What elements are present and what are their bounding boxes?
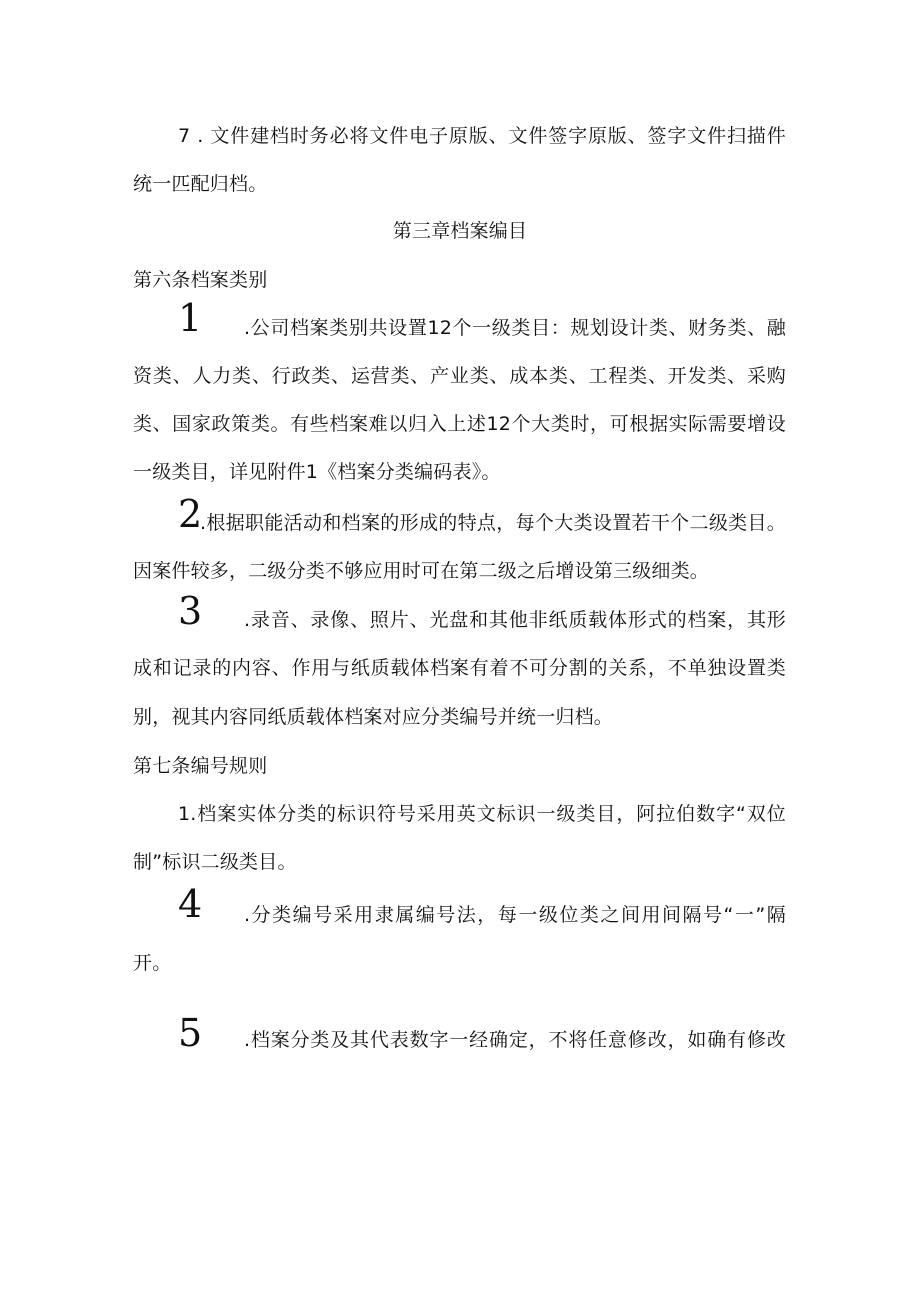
a6p3-line3: 别，视其内容同纸质载体档案对应分类编号并统一归档。 [133,706,614,728]
article6-title: 第六条档案类别 [133,269,268,291]
a7p4-line1: .分类编号采用隶属编号法，每一级位类之间用间隔号“一”隔 [244,904,786,926]
paragraph-number-3: 3 [178,589,203,633]
paragraph-number-2: 2 [178,492,203,536]
a7p5-line1: .档案分类及其代表数字一经确定，不将任意修改，如确有修改 [244,1029,786,1051]
a6p3-line1: .录音、录像、照片、光盘和其他非纸质载体形式的档案，其形 [244,609,786,631]
item7-line1: 7 . 文件建档时务必将文件电子原版、文件签字原版、签字文件扫描件 [178,125,786,147]
article7-title: 第七条编号规则 [133,755,268,777]
a7p1-line2: 制”标识二级类目。 [133,851,297,873]
paragraph-number-5: 5 [178,1011,203,1055]
a6p1-line4: 一级类目，详见附件1《档案分类编码表》。 [133,461,501,483]
a6p2-line2: 因案件较多，二级分类不够应用时可在第二级之后增设第三级细类。 [133,560,710,582]
item7-line2: 统一匹配归档。 [133,173,268,195]
a6p1-line2: 资类、人力类、行政类、运营类、产业类、成本类、工程类、开发类、采购 [133,365,786,387]
paragraph-number-4: 4 [178,882,203,926]
a6p2-line1: .根据职能活动和档案的形成的特点，每个大类设置若干个二级类目。 [200,512,786,534]
a6p1-line3: 类、国家政策类。有些档案难以归入上述12个大类时，可根据实际需要增设 [133,413,786,435]
chapter-title: 第三章档案编目 [392,220,528,242]
paragraph-number-1: 1 [178,296,203,340]
a7p1-line1: 1.档案实体分类的标识符号采用英文标识一级类目，阿拉伯数字“双位 [178,803,786,825]
a6p3-line2: 成和记录的内容、作用与纸质载体档案有着不可分割的关系，不单独设置类 [133,657,786,679]
a6p1-line1: .公司档案类别共设置12个一级类目：规划设计类、财务类、融 [244,317,786,339]
a7p4-line2: 开。 [133,952,172,974]
